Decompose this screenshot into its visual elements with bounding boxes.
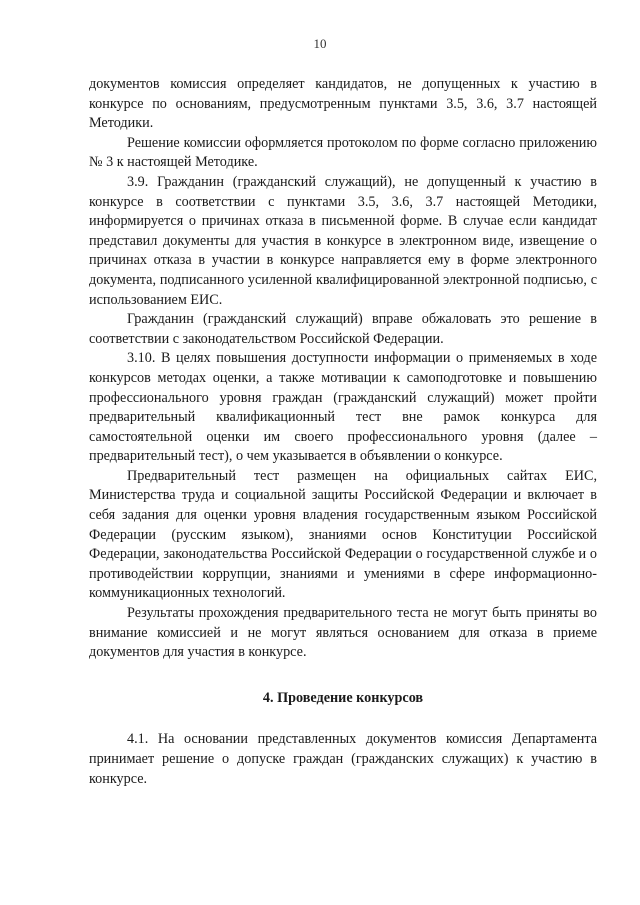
paragraph: Результаты прохождения предварительного теста не могут быть приняты во внимание комиссией и не могут являться основанием для отказа в приеме документов для участия в конкурсе. <box>89 605 597 661</box>
paragraph: документов комиссия определяет кандидатов, не допущенных к участию в конкурсе по основаниям, предусмотренным пунктами 3.5, 3.6, 3.7 настоящей Методики. <box>89 76 597 132</box>
section-heading: 4. Проведение конкурсов <box>262 689 424 706</box>
page-number: 10 <box>313 36 327 51</box>
document-body <box>89 75 597 789</box>
paragraph: 3.10. В целях повышения доступности информации о применяемых в ходе конкурсов методах оценки, а также мотивации к самоподготовке и повышению профессионального уровня граждан (гражданский служащий) может пройти предварительный квалификационный тест вне рамок конкурса для самостоятельной оценки им своего профессионального уровня (далее – предварительный тест), о чем указывается в объявлении о конкурсе. <box>89 350 597 465</box>
paragraph: Гражданин (гражданский служащий) вправе обжаловать это решение в соответствии с законодательством Российской Федерации. <box>89 311 597 347</box>
paragraph: 4.1. На основании представленных документов комиссия Департамента принимает решение о допуске граждан (гражданских служащих) к участию в конкурсе. <box>89 731 597 787</box>
paragraph: Предварительный тест размещен на официальных сайтах ЕИС, Министерства труда и социальной защиты Российской Федерации и включает в себя задания для оценки уровня владения государственным языком Российской Федерации (русским языком), знаниями основ Конституции Российской Федерации, законодательства Российской Федерации о государственной службе и о противодействии коррупции, знаниями и умениями в сфере информационно-коммуникационных технологий. <box>89 467 597 602</box>
paragraph: Решение комиссии оформляется протоколом по форме согласно приложению № 3 к настоящей Методике. <box>89 134 597 171</box>
paragraph: 3.9. Гражданин (гражданский служащий), не допущенный к участию в конкурсе в соответствии с пунктами 3.5, 3.6, 3.7 настоящей Методики, информируется о причинах отказа в письменной форме. В случае если кандидат представил документы для участия в конкурсе в электронном виде, извещение о причинах отказа в участии в конкурсе направляется ему в форме электронного документа, подписанного усиленной квалифицированной электронной подписью, с использованием ЕИС. <box>89 173 597 308</box>
